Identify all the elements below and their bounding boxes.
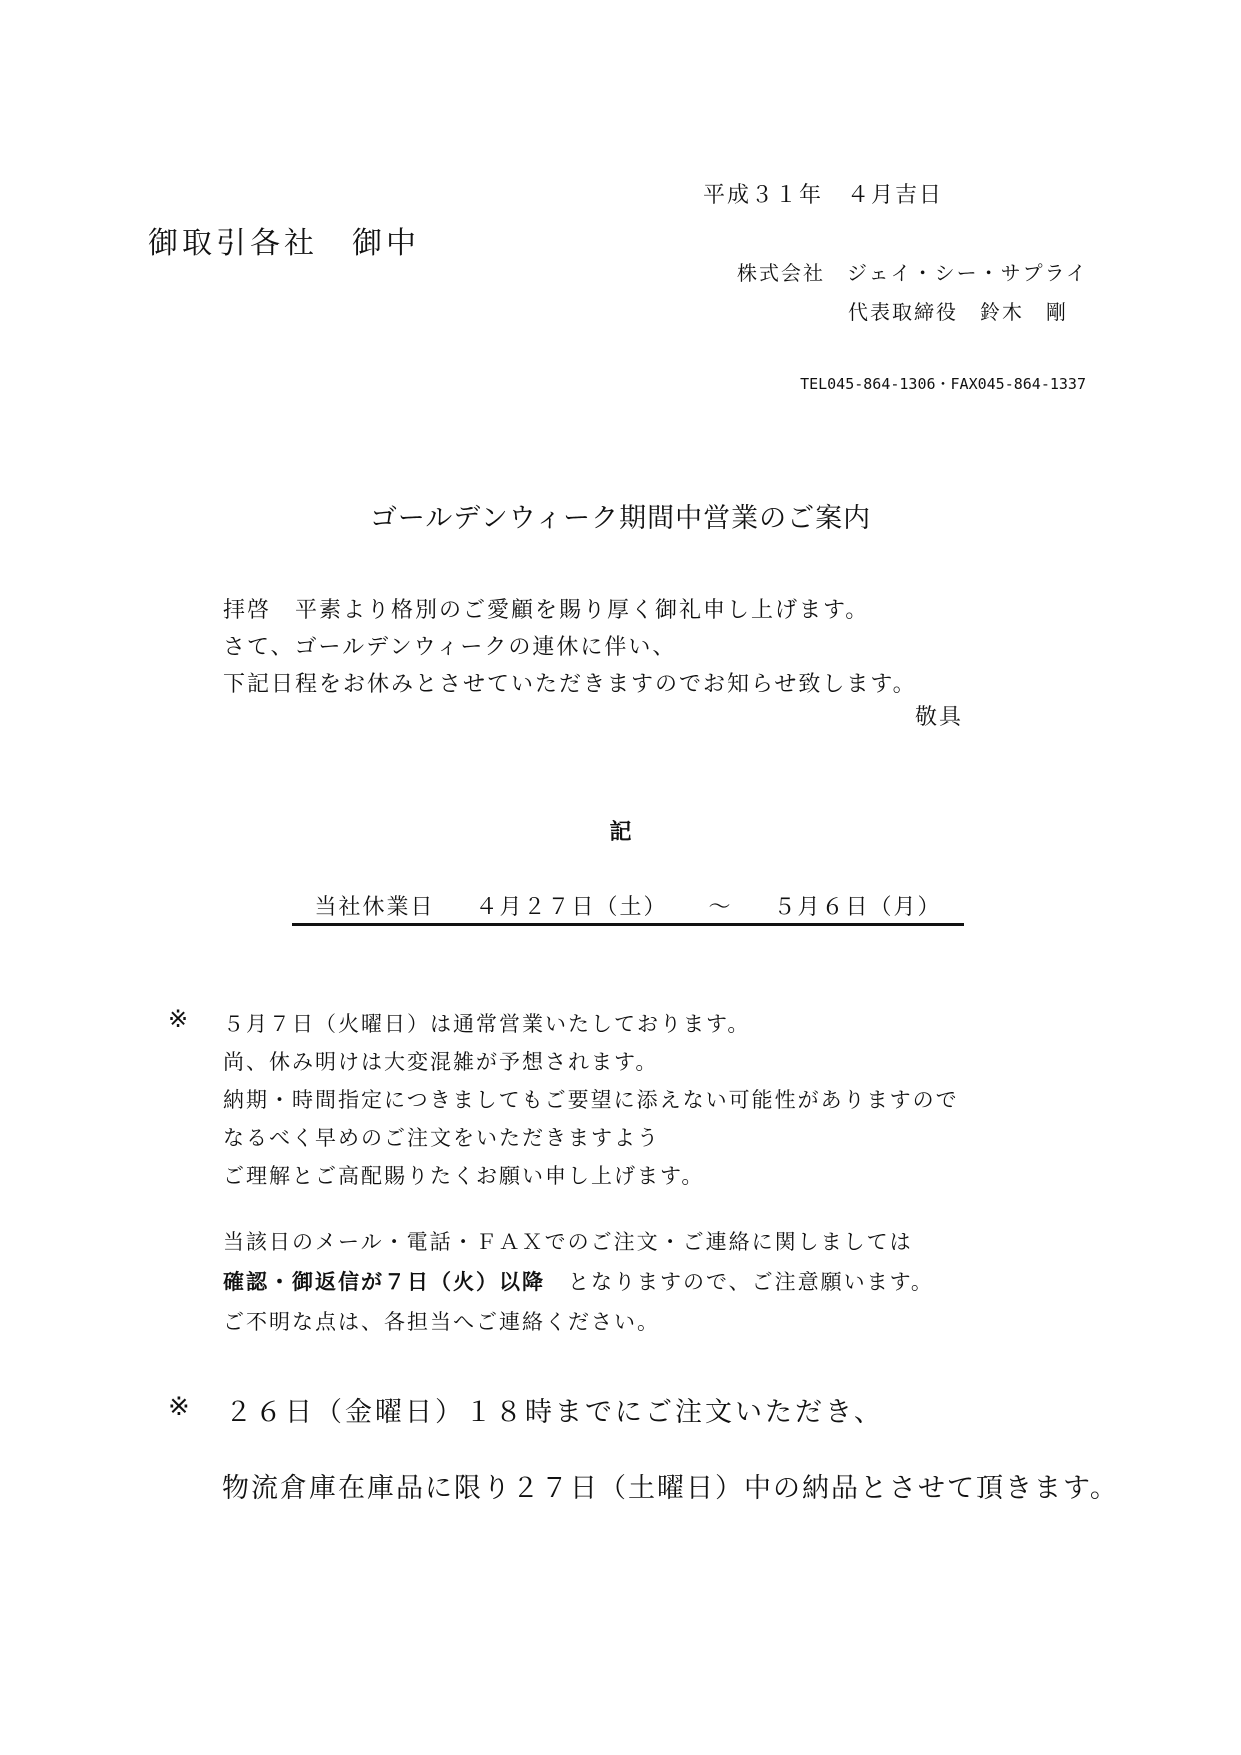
contact-notice-paragraph <box>223 1222 934 1342</box>
document-date: 平成３１年 ４月吉日 <box>702 183 943 208</box>
notice-bold-text: 確認・御返信が７日（火）以降 <box>223 1270 545 1294</box>
greeting-line: 拝啓 平素より格別のご愛顧を賜り厚く御礼申し上げます。 <box>223 598 870 623</box>
delivery-note-line: ２６日（金曜日）１８時までにご注文いただき、 <box>225 1397 884 1428</box>
greeting-line: 下記日程をお休みとさせていただきますのでお知らせ致します。 <box>223 672 917 697</box>
note-mark: ※ <box>168 1005 189 1033</box>
delivery-note-line: 物流倉庫在庫品に限り２７日（土曜日）中の納品とさせて頂きます。 <box>222 1473 1119 1504</box>
note-line: 尚、休み明けは大変混雑が予想されます。 <box>223 1050 659 1074</box>
note-line: 納期・時間指定につきましてもご要望に添えない可能性がありますので <box>223 1088 959 1112</box>
holiday-period <box>292 890 964 926</box>
ki-heading: 記 <box>609 820 632 845</box>
company-name: 株式会社 ジェイ・シー・サプライ <box>737 261 1088 285</box>
closing-word: 敬具 <box>914 705 963 730</box>
notice-rest-text: となりますので、ご注意願います。 <box>545 1270 934 1294</box>
notice-line: 当該日のメール・電話・ＦＡＸでのご注文・ご連絡に関しましては <box>223 1230 913 1254</box>
note-line: ５月７日（火曜日）は通常営業いたしております。 <box>223 1012 751 1036</box>
note-line: ご理解とご高配賜りたくお願い申し上げます。 <box>223 1164 705 1188</box>
holiday-end: ５月６日（月） <box>773 895 942 920</box>
representative: 代表取締役 鈴木 剛 <box>848 300 1068 324</box>
notice-line <box>223 1262 934 1302</box>
document-title: ゴールデンウィーク期間中営業のご案内 <box>369 503 872 534</box>
note-line: なるべく早めのご注文をいただきますよう <box>223 1126 660 1150</box>
holiday-label: 当社休業日 <box>314 895 435 920</box>
note-paragraph <box>223 1005 959 1195</box>
holiday-start: ４月２７日（土） <box>475 895 668 920</box>
notice-line: ご不明な点は、各担当へご連絡ください。 <box>223 1310 660 1334</box>
note-mark: ※ <box>168 1392 190 1422</box>
greeting-paragraph <box>223 592 917 703</box>
greeting-line: さて、ゴールデンウィークの連休に伴い、 <box>223 635 677 660</box>
holiday-separator: ～ <box>708 895 733 920</box>
addressee: 御取引各社 御中 <box>148 226 420 261</box>
contact-info: TEL045-864-1306・FAX045-864-1337 <box>800 375 1086 393</box>
